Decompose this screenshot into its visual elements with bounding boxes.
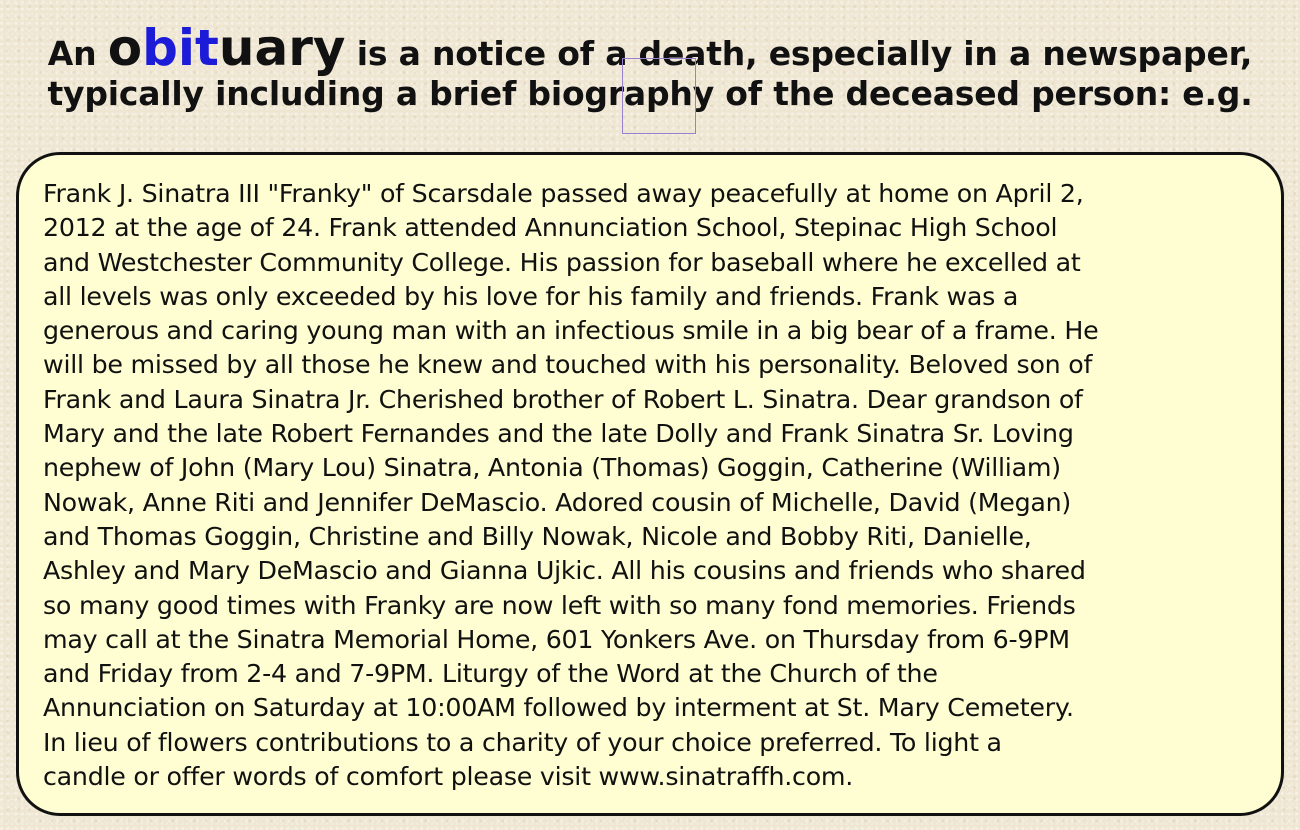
obituary-line: In lieu of flowers contributions to a charity of your choice preferred. To light a — [43, 727, 1002, 757]
obituary-line: Annunciation on Saturday at 10:00AM followed by interment at St. Mary Cemetery. — [43, 693, 1074, 723]
selection-box — [622, 58, 696, 134]
heading-line-1-rest: is a notice of a death, especially in a newspaper, — [345, 34, 1253, 73]
obituary-line: all levels was only exceeded by his love for his family and friends. Frank was a — [43, 281, 1019, 311]
obituary-line: Ashley and Mary DeMascio and Gianna Ujkic. All his cousins and friends who shared — [43, 556, 1086, 586]
word-part-uary: uary — [218, 19, 346, 77]
highlighted-word-obituary — [108, 19, 346, 77]
obituary-line: Nowak, Anne Riti and Jennifer DeMascio. Adored cousin of Michelle, David (Megan) — [43, 487, 1072, 517]
heading-line-2: typically including a brief biography of the deceased person: e.g. — [47, 74, 1253, 113]
word-part-bit: bit — [142, 19, 219, 77]
obituary-line: may call at the Sinatra Memorial Home, 601 Yonkers Ave. on Thursday from 6-9PM — [43, 624, 1070, 654]
obituary-line: generous and caring young man with an infectious smile in a big bear of a frame. He — [43, 316, 1099, 346]
obituary-line: so many good times with Franky are now left with so many fond memories. Friends — [43, 590, 1076, 620]
obituary-text — [43, 177, 1268, 794]
obituary-line: will be missed by all those he knew and touched with his personality. Beloved son of — [43, 350, 1093, 380]
obituary-line: and Westchester Community College. His passion for baseball where he excelled at — [43, 247, 1081, 277]
obituary-line: Frank J. Sinatra III "Franky" of Scarsdale passed away peacefully at home on April 2, — [43, 179, 1084, 208]
obituary-line: Frank and Laura Sinatra Jr. Cherished brother of Robert L. Sinatra. Dear grandson of — [43, 384, 1083, 414]
obituary-line: 2012 at the age of 24. Frank attended Annunciation School, Stepinac High School — [43, 213, 1058, 243]
obituary-line: and Friday from 2-4 and 7-9PM. Liturgy of the Word at the Church of the — [43, 659, 938, 689]
obituary-line: Mary and the late Robert Fernandes and the late Dolly and Frank Sinatra Sr. Loving — [43, 419, 1074, 449]
obituary-line: candle or offer words of comfort please visit www.sinatraffh.com. — [43, 762, 854, 792]
word-part-o: o — [107, 19, 143, 77]
obituary-panel — [16, 152, 1284, 816]
heading-prefix: An — [47, 34, 108, 73]
obituary-line: and Thomas Goggin, Christine and Billy Nowak, Nicole and Bobby Riti, Danielle, — [43, 521, 1032, 551]
obituary-line: nephew of John (Mary Lou) Sinatra, Antonia (Thomas) Goggin, Catherine (William) — [43, 453, 1061, 483]
